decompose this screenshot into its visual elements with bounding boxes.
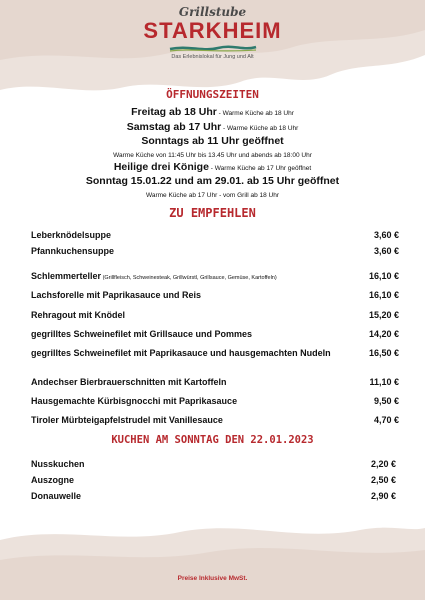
menu-item: Rehragout mit Knödel 15,20 € bbox=[31, 310, 399, 320]
logo-line1: Grillstube bbox=[178, 5, 247, 19]
opening-hours bbox=[0, 106, 425, 201]
menu-item: Auszogne 2,50 € bbox=[31, 475, 396, 485]
menu-item: Donauwelle 2,90 € bbox=[31, 491, 396, 501]
hours-line: Heilige drei Könige - Warme Küche ab 17 Uhr geöffnet bbox=[113, 160, 312, 173]
logo-wave-icon bbox=[168, 43, 258, 53]
footer-note: Preise Inklusive MwSt. bbox=[177, 575, 248, 582]
hours-line: Warme Küche ab 17 Uhr - vom Grill ab 18 Uhr bbox=[145, 191, 280, 199]
menu-item: Schlemmerteller (Grillfleisch, Schweinesteak, Grillwürstl, Grillsauce, Gemüse, Kartoffeln) 16,10 € bbox=[31, 271, 399, 281]
recommend-title: ZU EMPFEHLEN bbox=[169, 206, 256, 220]
hours-line: Sonntags ab 11 Uhr geöffnet bbox=[141, 135, 284, 147]
cakes-title: KUCHEN AM SONNTAG DEN 22.01.2023 bbox=[111, 434, 314, 446]
menu-item: Leberknödelsuppe 3,60 € bbox=[31, 230, 399, 240]
hours-line: Freitag ab 18 Uhr - Warme Küche ab 18 Uhr bbox=[131, 106, 294, 118]
hours-title: ÖFFNUNGSZEITEN bbox=[166, 88, 259, 101]
menu-item: Pfannkuchensuppe 3,60 € bbox=[31, 246, 399, 256]
hours-line: Samstag ab 17 Uhr - Warme Küche ab 18 Uhr bbox=[126, 120, 299, 133]
bottom-brush-decoration bbox=[0, 520, 425, 600]
menu-item: Tiroler Mürbteigapfelstrudel mit Vanillesauce 4,70 € bbox=[31, 415, 399, 425]
menu-item: Andechser Bierbrauerschnitten mit Kartoffeln 11,10 € bbox=[31, 377, 399, 387]
logo-line2: STARKHEIM bbox=[143, 18, 282, 43]
menu-item: Lachsforelle mit Paprikasauce und Reis 16,10 € bbox=[31, 290, 399, 300]
menu-item: Hausgemachte Kürbisgnocchi mit Paprikasauce 9,50 € bbox=[31, 396, 399, 406]
menu-item: Nusskuchen 2,20 € bbox=[31, 459, 396, 469]
logo bbox=[0, 6, 425, 61]
logo-tagline: Das Erlebnislokal für Jung und Alt bbox=[171, 54, 254, 60]
menu-item: gegrilltes Schweinefilet mit Paprikasauce und hausgemachten Nudeln 16,50 € bbox=[31, 348, 399, 358]
hours-line: Sonntag 15.01.22 und am 29.01. ab 15 Uhr geöffnet bbox=[85, 175, 340, 187]
menu-item: gegrilltes Schweinefilet mit Grillsauce und Pommes 14,20 € bbox=[31, 329, 399, 339]
hours-line: Warme Küche von 11:45 Uhr bis 13.45 Uhr und abends ab 18:00 Uhr bbox=[113, 151, 312, 159]
